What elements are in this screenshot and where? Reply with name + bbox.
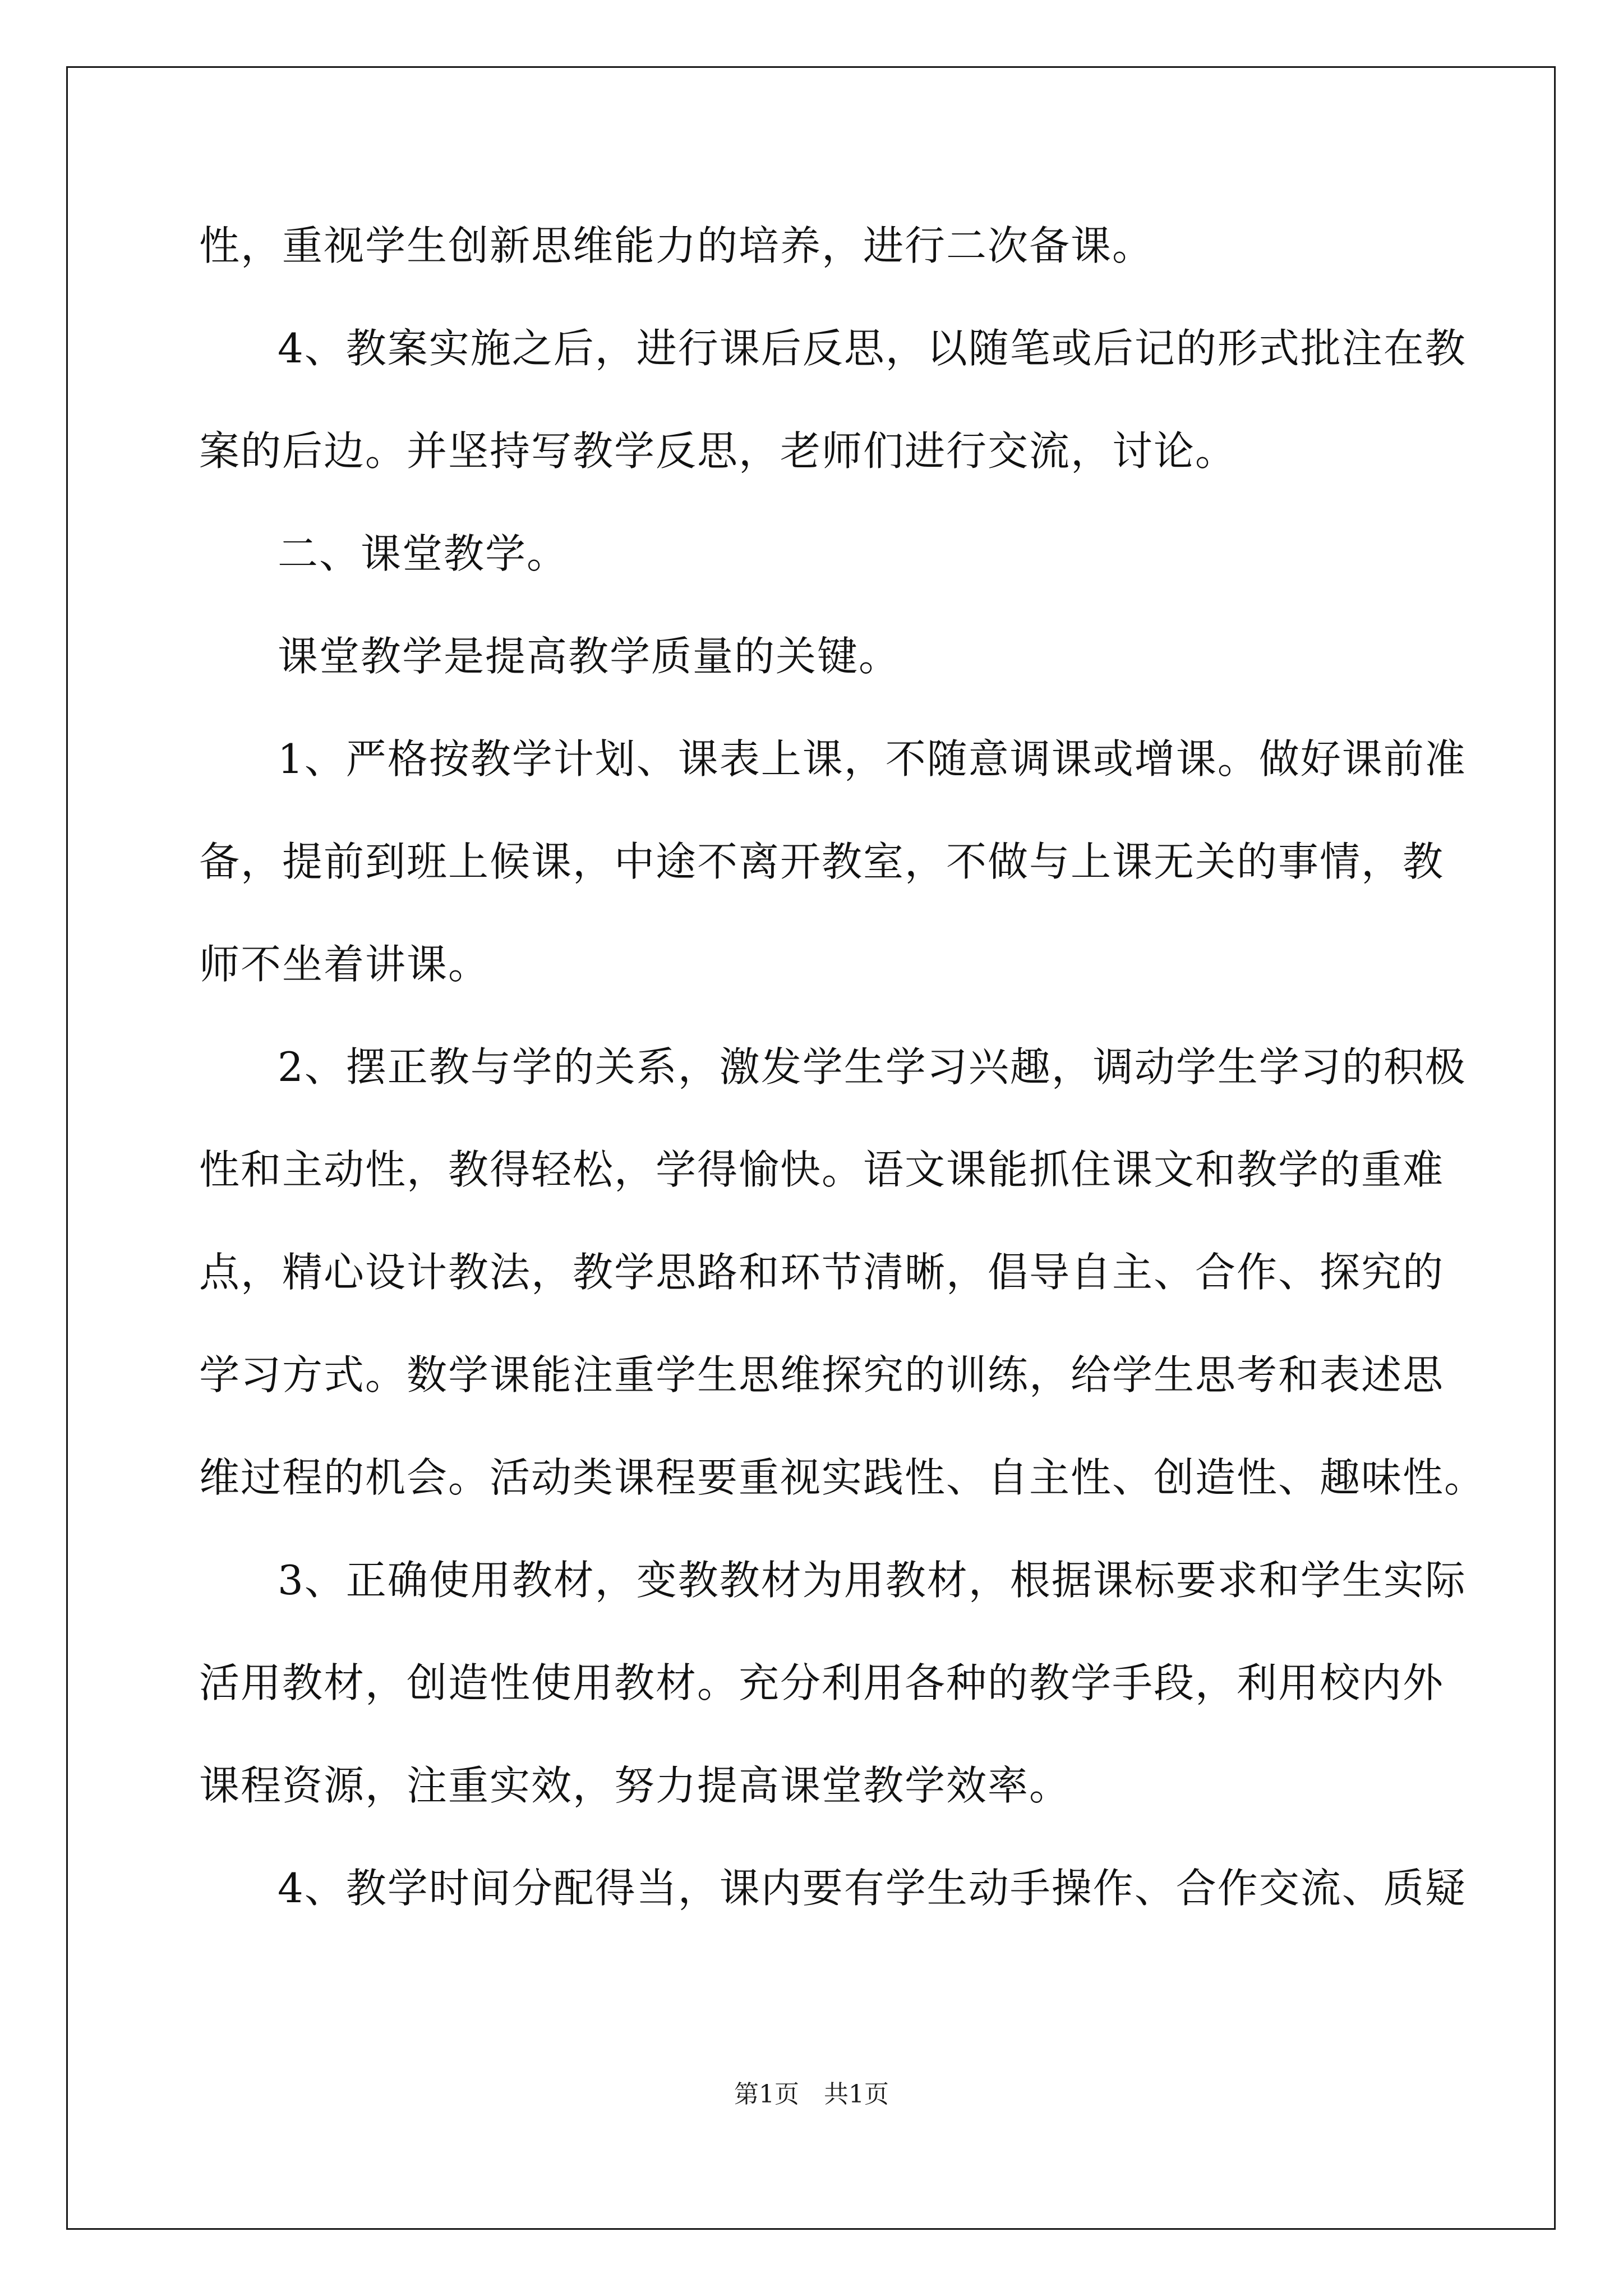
text-line: 课堂教学是提高教学质量的关键。 — [278, 633, 901, 680]
text-line: 4、教学时间分配得当，课内要有学生动手操作、合作交流、质疑 — [278, 1865, 1467, 1912]
text-line: 备，提前到班上候课，中途不离开教室，不做与上课无关的事情，教 — [199, 838, 1445, 885]
page-number-footer: 第1页 共1页 — [734, 2080, 889, 2109]
text-line: 性和主动性，教得轻松，学得愉快。语文课能抓住课文和教学的重难 — [199, 1146, 1445, 1193]
text-line: 1、严格按教学计划、课表上课，不随意调课或增课。做好课前准 — [278, 735, 1467, 783]
text-line: 3、正确使用教材，变教教材为用教材，根据课标要求和学生实际 — [278, 1557, 1467, 1604]
text-line: 活用教材，创造性使用教材。充分利用各种的教学手段，利用校内外 — [199, 1659, 1445, 1706]
text-line: 课程资源，注重实效，努力提高课堂教学效率。 — [199, 1762, 1071, 1809]
text-line: 点，精心设计教法，教学思路和环节清晰，倡导自主、合作、探究的 — [199, 1249, 1445, 1296]
text-line: 维过程的机会。活动类课程要重视实践性、自主性、创造性、趣味性。 — [199, 1454, 1486, 1501]
text-line: 性，重视学生创新思维能力的培养，进行二次备课。 — [199, 222, 1154, 269]
text-line: 学习方式。数学课能注重学生思维探究的训练，给学生思考和表述思 — [199, 1351, 1445, 1398]
text-line: 4、教案实施之后，进行课后反思，以随笔或后记的形式批注在教 — [278, 325, 1467, 372]
text-line: 2、摆正教与学的关系，激发学生学习兴趣，调动学生学习的积极 — [278, 1043, 1467, 1091]
text-line: 师不坐着讲课。 — [199, 941, 490, 988]
text-line: 案的后边。并坚持写教学反思，老师们进行交流，讨论。 — [199, 427, 1237, 475]
section-heading: 二、课堂教学。 — [278, 530, 569, 577]
